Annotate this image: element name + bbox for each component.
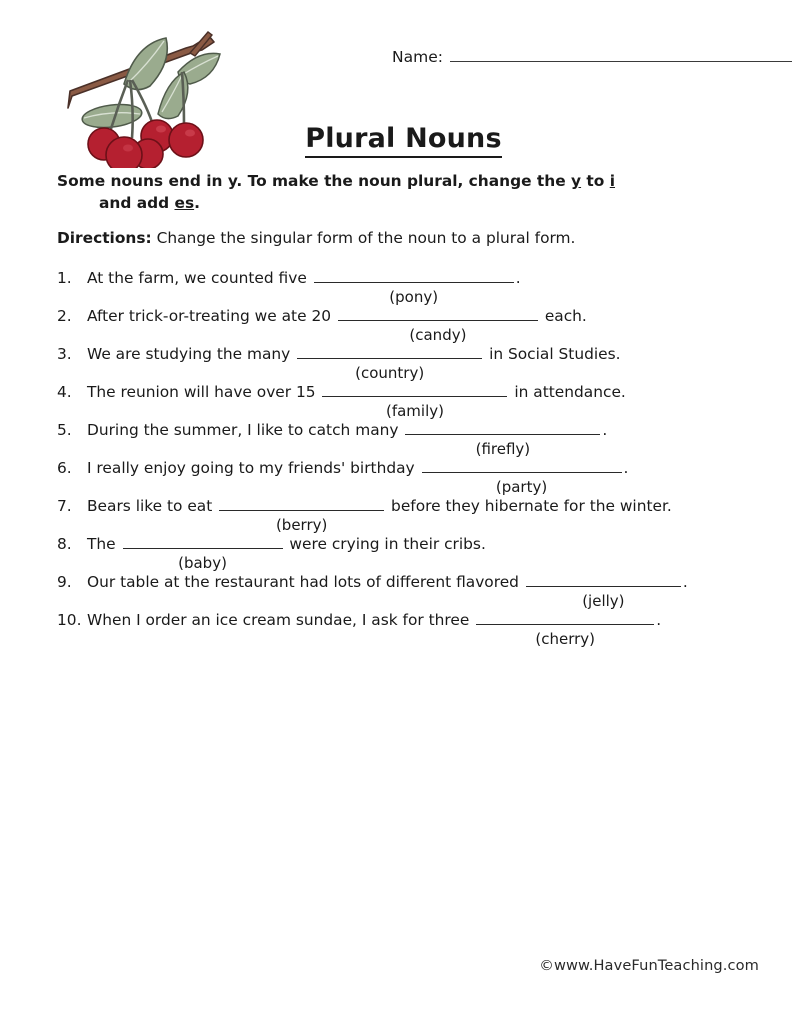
rule-part-2: to	[581, 172, 610, 190]
directions-text: Change the singular form of the noun to a plural form.	[151, 229, 576, 247]
question-number: 10.	[57, 611, 82, 629]
question-text-before: During the summer, I like to catch many	[87, 421, 404, 439]
answer-blank-group	[474, 611, 656, 648]
question-list	[57, 269, 773, 649]
answer-blank[interactable]	[422, 459, 622, 473]
question-item	[57, 307, 773, 344]
question-line	[57, 459, 773, 496]
question-text-before: The	[87, 535, 121, 553]
question-text-before: At the farm, we counted five	[87, 269, 312, 287]
rule-underline-y: y	[571, 172, 582, 190]
question-text-after: were crying in their cribs.	[284, 535, 486, 553]
question-line	[57, 611, 773, 648]
question-line	[57, 535, 773, 572]
question-text-before: I really enjoy going to my friends' birthday	[87, 459, 420, 477]
name-field-row	[392, 48, 792, 66]
question-text-after: each.	[539, 307, 587, 325]
answer-blank[interactable]	[338, 307, 538, 321]
question-item	[57, 497, 773, 534]
page-title	[0, 123, 807, 154]
question-text-after: .	[656, 611, 662, 629]
answer-blank-group	[420, 459, 624, 496]
answer-blank-group	[403, 421, 602, 458]
question-number: 7.	[57, 497, 72, 515]
question-item	[57, 535, 773, 572]
singular-noun-hint: (jelly)	[582, 592, 625, 610]
answer-blank-group	[336, 307, 540, 344]
question-number: 9.	[57, 573, 72, 591]
question-line	[57, 269, 773, 306]
rule-part-1: Some nouns end in y. To make the noun plural, change the	[57, 172, 572, 190]
answer-blank-group	[320, 383, 509, 420]
question-line	[57, 383, 773, 420]
answer-blank-group	[312, 269, 516, 306]
question-item	[57, 459, 773, 496]
question-number: 4.	[57, 383, 72, 401]
question-text-after: .	[515, 269, 521, 287]
rule-underline-i: i	[609, 172, 616, 190]
question-text-before: We are studying the many	[87, 345, 296, 363]
answer-blank-group	[295, 345, 484, 382]
question-line	[57, 345, 773, 382]
rule-underline-es: es	[174, 193, 195, 212]
directions-label: Directions:	[57, 229, 152, 247]
question-text-after: .	[623, 459, 629, 477]
grammar-rule	[57, 171, 717, 215]
singular-noun-hint: (berry)	[275, 516, 328, 534]
question-text-before: When I order an ice cream sundae, I ask for three	[87, 611, 475, 629]
question-text-after: in Social Studies.	[484, 345, 621, 363]
question-line	[57, 421, 773, 458]
answer-blank[interactable]	[322, 383, 507, 397]
question-text-before: Our table at the restaurant had lots of different flavored	[87, 573, 524, 591]
singular-noun-hint: (family)	[385, 402, 444, 420]
question-item	[57, 573, 773, 610]
answer-blank-group	[217, 497, 386, 534]
question-line	[57, 497, 773, 534]
singular-noun-hint: (candy)	[409, 326, 467, 344]
answer-blank[interactable]	[123, 535, 283, 549]
question-text-after: in attendance.	[509, 383, 626, 401]
question-line	[57, 307, 773, 344]
question-item	[57, 383, 773, 420]
directions-line	[57, 229, 575, 247]
question-item	[57, 345, 773, 382]
singular-noun-hint: (party)	[495, 478, 548, 496]
question-number: 3.	[57, 345, 72, 363]
footer-copyright: ©www.HaveFunTeaching.com	[539, 957, 759, 974]
question-number: 1.	[57, 269, 72, 287]
question-item	[57, 421, 773, 458]
singular-noun-hint: (pony)	[389, 288, 439, 306]
answer-blank[interactable]	[297, 345, 482, 359]
question-text-before: After trick-or-treating we ate 20	[87, 307, 336, 325]
question-line	[57, 573, 773, 610]
answer-blank-group	[121, 535, 285, 572]
question-text-before: Bears like to eat	[87, 497, 218, 515]
answer-blank[interactable]	[405, 421, 600, 435]
question-text-after: .	[682, 573, 688, 591]
answer-blank-group	[524, 573, 683, 610]
question-item	[57, 269, 773, 306]
question-number: 8.	[57, 535, 72, 553]
page-title-text: Plural Nouns	[305, 123, 502, 158]
rule-part-4: .	[194, 193, 200, 212]
name-input-line[interactable]	[450, 48, 792, 62]
question-number: 6.	[57, 459, 72, 477]
rule-part-3: and add	[99, 193, 175, 212]
answer-blank[interactable]	[219, 497, 384, 511]
singular-noun-hint: (country)	[355, 364, 425, 382]
question-number: 2.	[57, 307, 72, 325]
question-item	[57, 611, 773, 648]
question-text-after: before they hibernate for the winter.	[386, 497, 672, 515]
answer-blank[interactable]	[314, 269, 514, 283]
singular-noun-hint: (baby)	[178, 554, 227, 572]
name-label: Name:	[392, 48, 443, 66]
question-text-after: .	[602, 421, 608, 439]
rule-second-line	[57, 193, 717, 215]
question-text-before: The reunion will have over 15	[87, 383, 321, 401]
answer-blank[interactable]	[526, 573, 681, 587]
question-number: 5.	[57, 421, 72, 439]
singular-noun-hint: (cherry)	[535, 630, 596, 648]
singular-noun-hint: (firefly)	[475, 440, 531, 458]
answer-blank[interactable]	[476, 611, 654, 625]
